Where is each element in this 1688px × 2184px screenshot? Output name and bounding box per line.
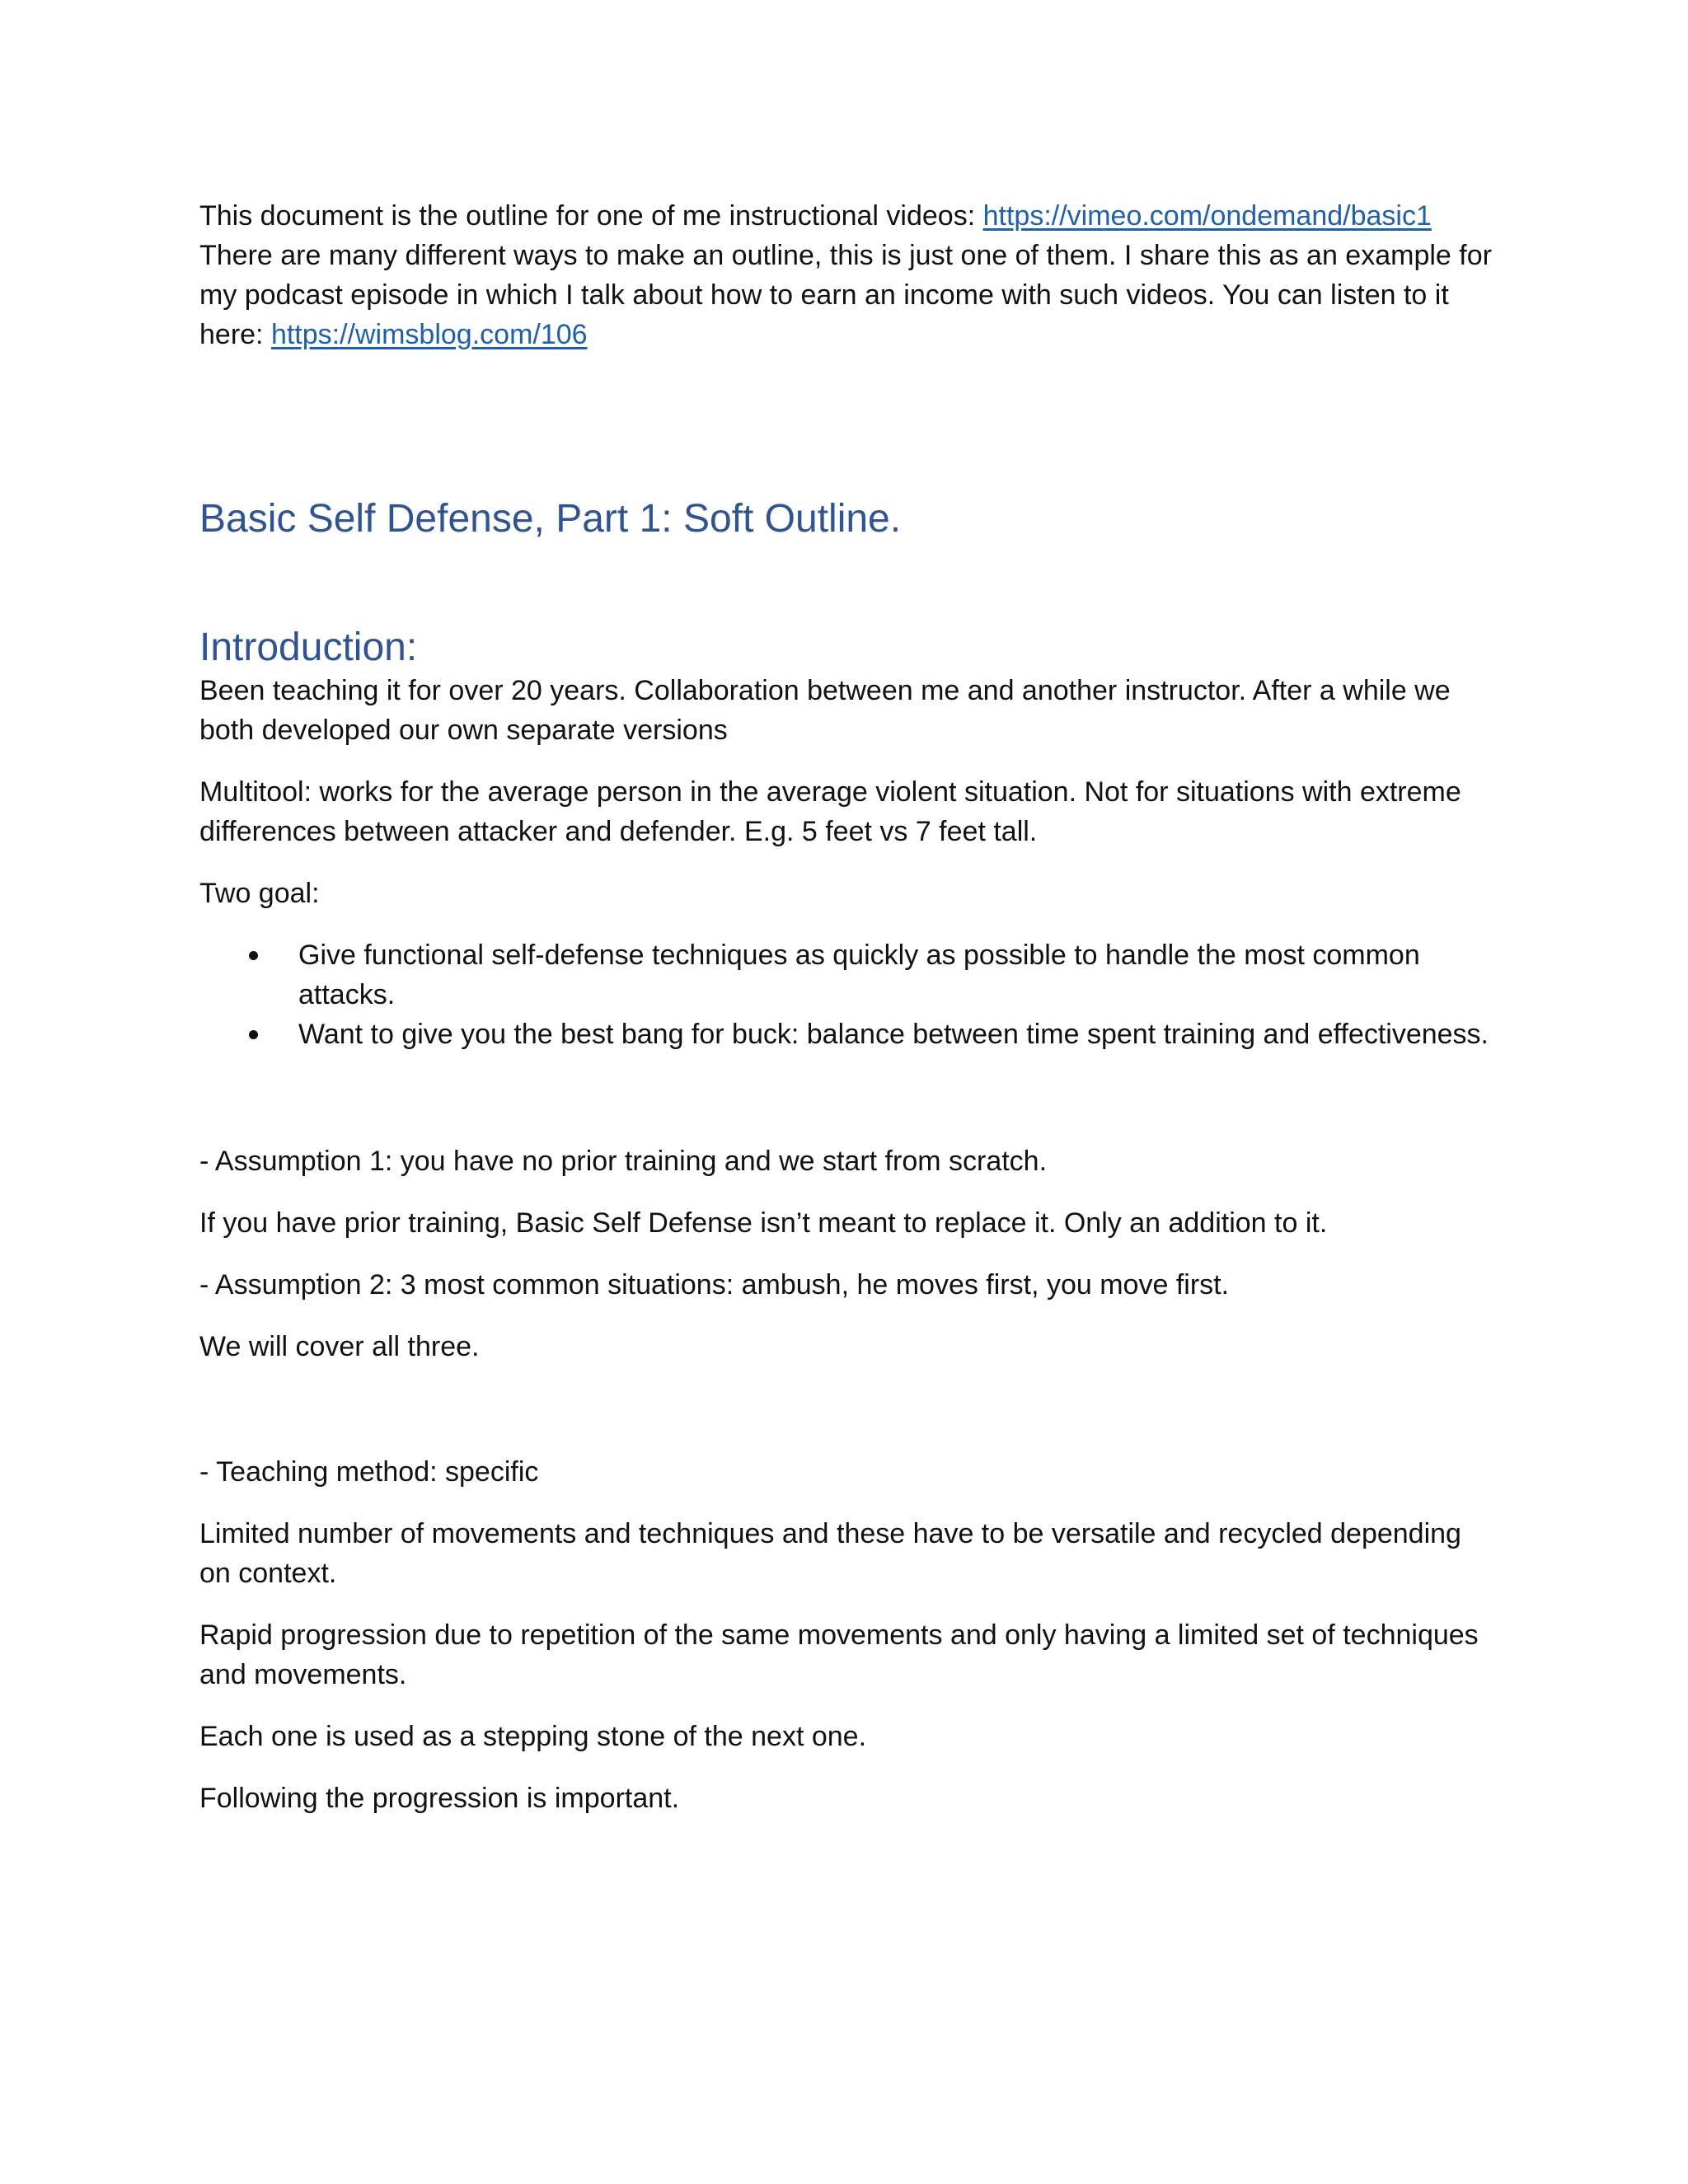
list-item bbox=[199, 935, 1493, 1015]
bullet-icon bbox=[249, 1030, 258, 1039]
section-heading-introduction: Introduction: bbox=[199, 626, 418, 669]
vimeo-link[interactable]: https://vimeo.com/ondemand/basic1 bbox=[982, 200, 1432, 232]
paragraph-stepping-stone: Each one is used as a stepping stone of the next one. bbox=[199, 1721, 867, 1752]
intro-paragraph bbox=[199, 196, 1493, 354]
paragraph-teaching-history: Been teaching it for over 20 years. Collaboration between me and another instructor. After a while we both developed our own separate versions bbox=[199, 675, 1451, 746]
bullet-icon bbox=[249, 951, 258, 960]
document-title: Basic Self Defense, Part 1: Soft Outline. bbox=[199, 497, 902, 541]
paragraph-prior-training: If you have prior training, Basic Self Defense isn’t meant to replace it. Only an addition to it. bbox=[199, 1207, 1328, 1239]
paragraph-assumption-2: - Assumption 2: 3 most common situations: ambush, he moves first, you move first. bbox=[199, 1269, 1230, 1301]
goals-list bbox=[199, 935, 1493, 1054]
list-item-text: Give functional self-defense techniques as quickly as possible to handle the most common attacks. bbox=[298, 940, 1420, 1010]
paragraph-two-goal: Two goal: bbox=[199, 878, 320, 909]
list-item-text: Want to give you the best bang for buck: balance between time spent training and effectiveness. bbox=[298, 1019, 1489, 1050]
intro-line2-text: There are many different ways to make an outline, this is just one of them. I share this as an example for my podcast episode in which I talk about how to earn an income with such videos. You can listen to it here: bbox=[199, 240, 1492, 350]
list-item bbox=[199, 1015, 1493, 1054]
paragraph-multitool: Multitool: works for the average person in the average violent situation. Not for situations with extreme differences between attacker and defender. E.g. 5 feet vs 7 feet tall. bbox=[199, 776, 1461, 847]
document-body bbox=[199, 196, 1493, 1840]
paragraph-limited-movements: Limited number of movements and techniques and these have to be versatile and recycled depending on context. bbox=[199, 1518, 1461, 1589]
paragraph-progression-important: Following the progression is important. bbox=[199, 1783, 680, 1814]
paragraph-rapid-progression: Rapid progression due to repetition of the same movements and only having a limited set of techniques and movements. bbox=[199, 1619, 1479, 1690]
paragraph-cover-all-three: We will cover all three. bbox=[199, 1331, 480, 1362]
paragraph-teaching-method: - Teaching method: specific bbox=[199, 1456, 539, 1488]
wimsblog-link[interactable]: https://wimsblog.com/106 bbox=[270, 319, 588, 350]
paragraph-assumption-1: - Assumption 1: you have no prior training and we start from scratch. bbox=[199, 1146, 1048, 1177]
intro-line1-text: This document is the outline for one of me instructional videos: bbox=[199, 200, 983, 232]
